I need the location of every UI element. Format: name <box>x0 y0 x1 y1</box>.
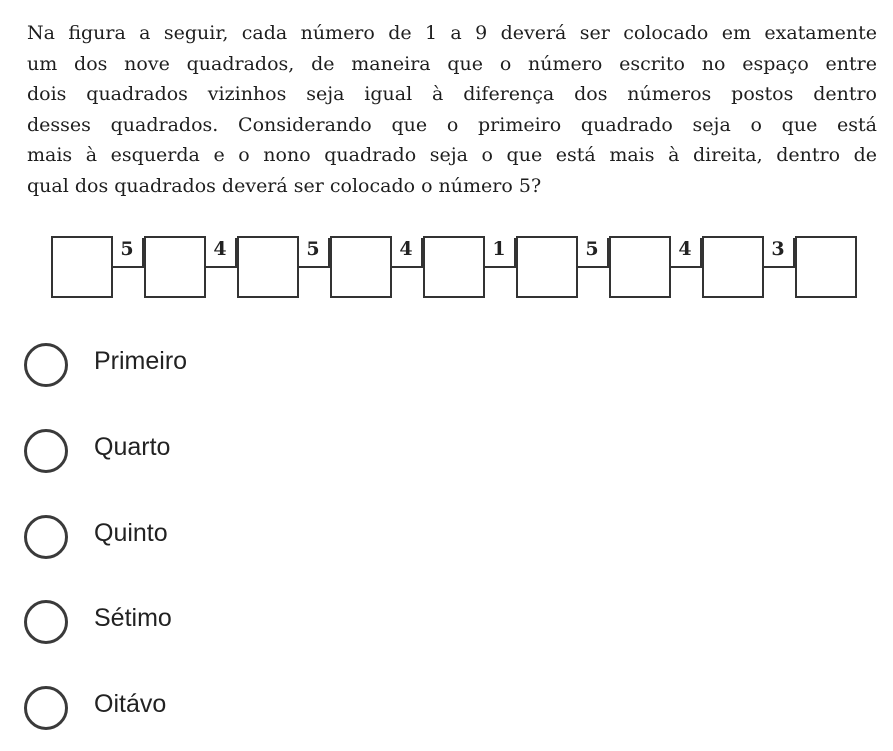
question-text <box>27 18 877 201</box>
square-5 <box>423 236 485 298</box>
square-1 <box>51 236 113 298</box>
question-line: um dos nove quadrados, de maneira que o número escrito no espaço entre <box>27 52 877 75</box>
connector-line <box>764 266 795 268</box>
square-6 <box>516 236 578 298</box>
connector-line <box>671 266 702 268</box>
radio-circle-icon[interactable] <box>24 686 68 730</box>
radio-circle-icon[interactable] <box>24 600 68 644</box>
difference-label: 4 <box>678 238 692 260</box>
difference-label: 3 <box>771 238 785 260</box>
connector-line <box>113 266 144 268</box>
difference-label: 5 <box>585 238 599 260</box>
square-4 <box>330 236 392 298</box>
square-7 <box>609 236 671 298</box>
option-label: Oitávo <box>94 690 167 718</box>
connector-line <box>206 266 237 268</box>
connector-line <box>578 266 609 268</box>
option-label: Quarto <box>94 433 171 461</box>
question-line: mais à esquerda e o nono quadrado seja o que está mais à direita, dentro de <box>27 144 877 166</box>
square-8 <box>702 236 764 298</box>
radio-circle-icon[interactable] <box>24 429 68 473</box>
connector-line <box>299 266 330 268</box>
square-3 <box>237 236 299 298</box>
square-2 <box>144 236 206 298</box>
connector-line <box>485 266 516 268</box>
question-line: desses quadrados. Considerando que o primeiro quadrado seja o que está <box>27 113 877 136</box>
radio-circle-icon[interactable] <box>24 343 68 387</box>
question-line: qual dos quadrados deverá ser colocado o número 5? <box>27 174 542 197</box>
connector-line <box>392 266 423 268</box>
question-line: Na figura a seguir, cada número de 1 a 9 deverá ser colocado em exatamente <box>27 22 877 44</box>
difference-label: 1 <box>492 238 506 260</box>
option-label: Quinto <box>94 519 168 547</box>
radio-circle-icon[interactable] <box>24 515 68 559</box>
option-label: Primeiro <box>94 347 188 375</box>
difference-label: 4 <box>213 238 227 260</box>
square-9 <box>795 236 857 298</box>
difference-label: 5 <box>120 238 134 260</box>
difference-label: 5 <box>306 238 320 260</box>
question-line: dois quadrados vizinhos seja igual à diferença dos números postos dentro <box>27 83 877 105</box>
option-label: Sétimo <box>94 604 172 632</box>
difference-label: 4 <box>399 238 413 260</box>
